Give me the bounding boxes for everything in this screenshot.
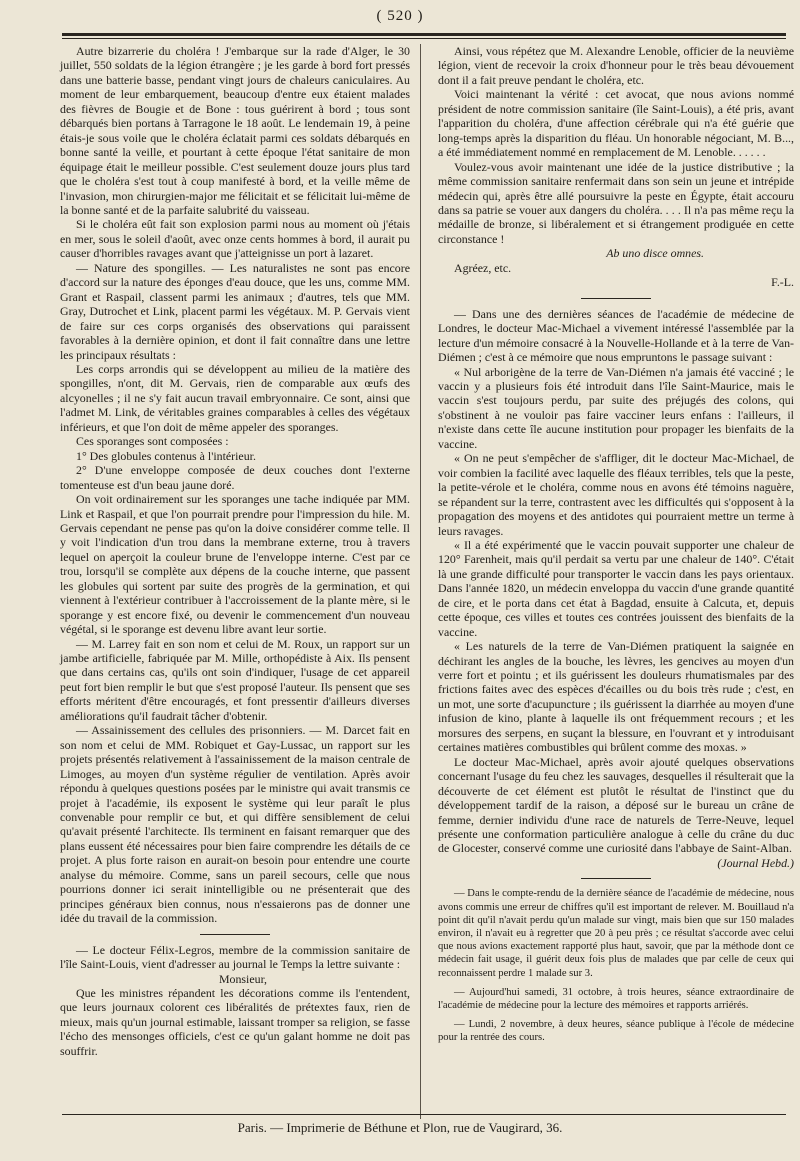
paragraph: — Lundi, 2 novembre, à deux heures, séance publique à l'école de médecine pour la rentrée des cours. <box>438 1019 794 1044</box>
paragraph: 1° Des globules contenus à l'intérieur. <box>76 448 256 463</box>
paragraph: Si le choléra eût fait son explosion parmi nous au moment où j'étais en mer, sous le soleil d'août, avec onze cents hommes à bord, il aurait pu causer d'horribles ravages avant que j'atteignisse un port à lazaret. <box>60 217 410 261</box>
source-citation: (Journal Hebd.) <box>717 855 794 870</box>
footer-rule <box>62 1114 786 1115</box>
paragraph: 2° D'une enveloppe composée de deux couches dont l'externe tomenteuse est d'un beau jaune doré. <box>60 463 410 492</box>
paragraph: « Nul arborigène de la terre de Van-Diémen n'a jamais été vacciné ; le vaccin y a plusieurs fois été introduit dans l'île Saint-Maurice, mais le vaccin s'est toujours perdu, par suite des préjugés des colons, qui s'obstinent à ne vouloir pas faire vacciner leurs enfans : l'ailleurs, il n'existe dans cette île aucune institution pour propager les bienfaits de la vaccine. <box>438 364 794 451</box>
paragraph: « On ne peut s'empêcher de s'affliger, dit le docteur Mac-Michael, de voir combien la facilité avec laquelle des fléaux terribles, tels que la peste, la petite-vérole et le choléra, comme nous en avons été témoins naguère, se répandent sur la terre, contrastent avec les difficultés qui s'opposent à la propagation des moyens et des antidotes qui pourraient mettre un terme à leurs ravages. <box>438 451 794 538</box>
header-rule <box>62 33 786 36</box>
column-divider <box>420 44 421 1119</box>
paragraph: On voit ordinairement sur les sporanges une tache indiquée par MM. Link et Raspail, et que l'on pourrait prendre pour l'impression du hile. M. Gervais cependant ne pense pas qu'on la doive considérer comme telle. Il y voit l'indication d'un trou dans la membrane externe, trou à travers lequel on aperçoit la couleur brune de l'enveloppe interne. C'est par ce trou, lorsqu'il se complète aux dépens de la couche interne, que passent les globules qui sortent par suite des progrès de la germination, et qui viennent à l'extérieur contribuer à l'accroissement de la plante mère, si le sporange y est encore fixé, ou devenir le commencement d'un nouveau végétal, si le sporange est devenu libre avant leur sortie. <box>60 492 410 637</box>
paragraph: — Le docteur Félix-Legros, membre de la commission sanitaire de l'île Saint-Louis, vient d'adresser au journal le Temps la lettre suivante : <box>60 942 410 972</box>
paragraph: — M. Larrey fait en son nom et celui de M. Roux, un rapport sur un jambe artificielle, fabriquée par M. Mille, orthopédiste à Aix. Ils pensent que dans certains cas, qu'ils ont soin d'indiquer, l'usage de cet appareil peut fort bien remplir le but que s'est proposé l'auteur. Ils pensent que ses efforts méritent d'être encouragés, et font pressentir d'ailleurs diverses améliorations qu'il faudrait tâcher d'obtenir. <box>60 636 410 723</box>
paragraph: Voulez-vous avoir maintenant une idée de la justice distributive ; la même commission sanitaire renfermait dans son sein un jeune et intrépide médecin qui, après être allé poursuivre la peste en Égypte, était accouru dans sa patrie se vouer aux dangers du choléra. . . . Il n'a pas même reçu la médaille de bronze, si libéralement et si étrangement prodiguée en cette circonstance ! <box>438 159 794 246</box>
paragraph: Autre bizarrerie du choléra ! J'embarque sur la rade d'Alger, le 30 juillet, 550 soldats de la légion étrangère ; je les garde à bord fort pressés dans une batterie basse, pendant vingt jours de chaleurs caniculaires. Au moment de leur embarquement, beaucoup d'entre eux étaient malades des fièvres de Bougie et de Bone : tous guérirent à bord ; tous sont débarqués bien portans à Tarragone le 18 août. Le lendemain 19, à peine étais-je sous voile que le choléra éclatait parmi ces soldats débarqués en bonne santé la veille, et pourtant à cette époque l'état sanitaire de mon équipage était le meilleur possible. C'est seulement douze jours plus tard que le choléra s'est tout à coup manifesté à bord, et la veille même de l'invasion, mon chirurgien-major me félicitait et se félicitait lui-même de la bonne santé et de la parfaite salubrité du vaisseau. <box>60 44 410 217</box>
right-column <box>438 44 794 1045</box>
section-separator <box>200 934 270 935</box>
paragraph: — Dans une des dernières séances de l'académie de médecine de Londres, le docteur Mac-Michael a vivement intéressé l'assemblée par la lecture d'un mémoire consacré à la Nouvelle-Hollande et à la terre de Van-Diémen ; c'est à ce mémoire que nous empruntons le passage suivant : <box>438 306 794 365</box>
paragraph: Voici maintenant la vérité : cet avocat, que nous avions nommé président de notre commission sanitaire (île Saint-Louis), a été pris, avant l'apparition du choléra, d'une affection cérébrale qui n'a été guérie que long-temps après la disparition du fléau. Un honorable négociant, M. B..., a été immédiatement nommé en remplacement de M. Lenoble. . . . . . <box>438 87 794 160</box>
header-rule-thin <box>62 38 786 39</box>
page-number: ( 520 ) <box>376 8 424 24</box>
left-column <box>60 44 410 1058</box>
paragraph: « Les naturels de la terre de Van-Diémen pratiquent la saignée en déchirant les angles de la bouche, les lèvres, les gencives au moyen d'un verre fort et pointu ; et ils guérissent les douleurs rhumatismales par des frictions faites avec des espèces d'écailles ou du bois très rude ; c'est, en un mot, une sorte d'acupuncture ; ils guérissent la diarrhée au moyen d'une infusion de kino, plante à laquelle ils ont fréquemment recours ; et les morsures des serpens, en suçant la blessure, en l'ouvrant et y introduisant certaines matières combustibles qui brûlent comme des moxas. » <box>438 639 794 755</box>
section-separator <box>581 878 651 879</box>
letter-salutation: Monsieur, <box>218 971 268 986</box>
paragraph: Le docteur Mac-Michael, après avoir ajouté quelques observations concernant l'usage du feu chez les sauvages, desquelles il résulterait que la découverte de cet élément est plutôt le résultat de l'instinct que du développement tardif de la raison, a déposé sur le bureau un crâne de femme, dernier individu d'une race de naturels de Terre-Neuve, lequel présente une conformation particulière analogue à celle du crâne du duc de Glocester, conservé comme une curiosité dans l'abbaye de Saint-Alban. <box>438 754 794 856</box>
paragraph: — Assainissement des cellules des prisonniers. — M. Darcet fait en son nom et celui de MM. Robiquet et Gay-Lussac, un rapport sur les projets présentés relativement à l'assainissement de la maison centrale de Limoges, au moyen d'un système régulier de ventilation. Après avoir répondu à quelques questions posées par le ministre qui avait transmis ce projet à l'académie, ils exposent le système qui leur paraît le plus convenable pour remplir ce but, et qui diffère sensiblement de celui qu'avait présenté l'architecte. Ils terminent en faisant remarquer que des plans eussent été nécessaires pour bien faire comprendre les détails de ce projet. A plus forte raison en aurait-on besoin pour entendre une courte analyse du mémoire. Comme, sans un pareil secours, celle que nous pourrions donner ici serait inintelligible ou ne présenterait que des principes généraux bien connus, nous n'essaierons pas de donner une idée du travail de la commission. <box>60 723 410 926</box>
section-separator <box>581 298 651 299</box>
letter-signature: F.-L. <box>771 275 794 290</box>
paragraph: Ces sporanges sont composées : <box>76 434 229 449</box>
latin-motto: Ab uno disce omnes. <box>606 246 704 261</box>
paragraph: — Nature des spongilles. — Les naturalistes ne sont pas encore d'accord sur la nature des éponges d'eau douce, que les uns, comme MM. Grant et Raspail, classent parmi les animaux ; d'autres, tels que MM. Gray, Dutrochet et Link, placent parmi les végétaux. M. P. Gervais vient de faire sur ces corps organisés des observations qui paraissent favorables à la dernière opinion, et dont il fait connaître dans une lettre les principaux résultats : <box>60 260 410 362</box>
paragraph: — Aujourd'hui samedi, 31 octobre, à trois heures, séance extraordinaire de l'académie de médecine pour la lecture des mémoires et rapports arriérés. <box>438 986 794 1011</box>
paragraph: Les corps arrondis qui se développent au milieu de la matière des spongilles, n'ont, dit M. Gervais, rien de comparable aux œufs des alcyonelles ; il ne s'y fait aucun travail embryonnaire. Ce sont, ainsi que l'admet M. Link, de véritables graines comparables à celles des végétaux inférieurs, et que l'on doit de même appeler des sporanges. <box>60 361 410 434</box>
letter-closing: Agréez, etc. <box>454 260 512 275</box>
paragraph: — Dans le compte-rendu de la dernière séance de l'académie de médecine, nous avons commis une erreur de chiffres qu'il est important de relever. M. Bouillaud n'a point dit qu'il n'avait perdu qu'un malade sur vingt, mais bien que sur 150 malades environ, il n'avait eu à regretter que 20 à peu près ; ce résultat s'accorde avec celui que nous avions exactement rapporté plus haut, savoir, que par la méthode dont ce médecin fait usage, il guérit deux fois plus de malades que par celle de ceux qui reconnaissent perdre 1 malade sur 3. <box>438 888 794 979</box>
paragraph: « Il a été expérimenté que le vaccin pouvait supporter une chaleur de 120° Farenheit, mais qu'il perdait sa vertu par une chaleur de 140°. C'était là une grande difficulté pour transporter le vaccin dans les pays orientaux. Dans l'année 1820, un médecin enveloppa du vaccin d'une grande quantité de cire, et le porta dans cet état à Bagdad, ensuite à Calcuta, et, depuis cette époque, ces villes et toutes ces contrées jouissent des bienfaits de la vaccine. <box>438 537 794 639</box>
paragraph: Ainsi, vous répétez que M. Alexandre Lenoble, officier de la neuvième légion, vient de recevoir la croix d'honneur pour le très beau dévouement dont il a fait preuve pendant le choléra, etc. <box>438 44 794 87</box>
paragraph: Que les ministres répandent les décorations comme ils l'entendent, que leurs journaux colorent ces libéralités de prétextes faux, rien de mieux, mais qu'un journal estimable, laissant tromper sa religion, se fasse l'écho des mensonges officiels, c'est ce qu'un galant homme ne doit pas souffrir. <box>60 986 410 1058</box>
printer-imprint: Paris. — Imprimerie de Béthune et Plon, rue de Vaugirard, 36. <box>237 1120 563 1135</box>
